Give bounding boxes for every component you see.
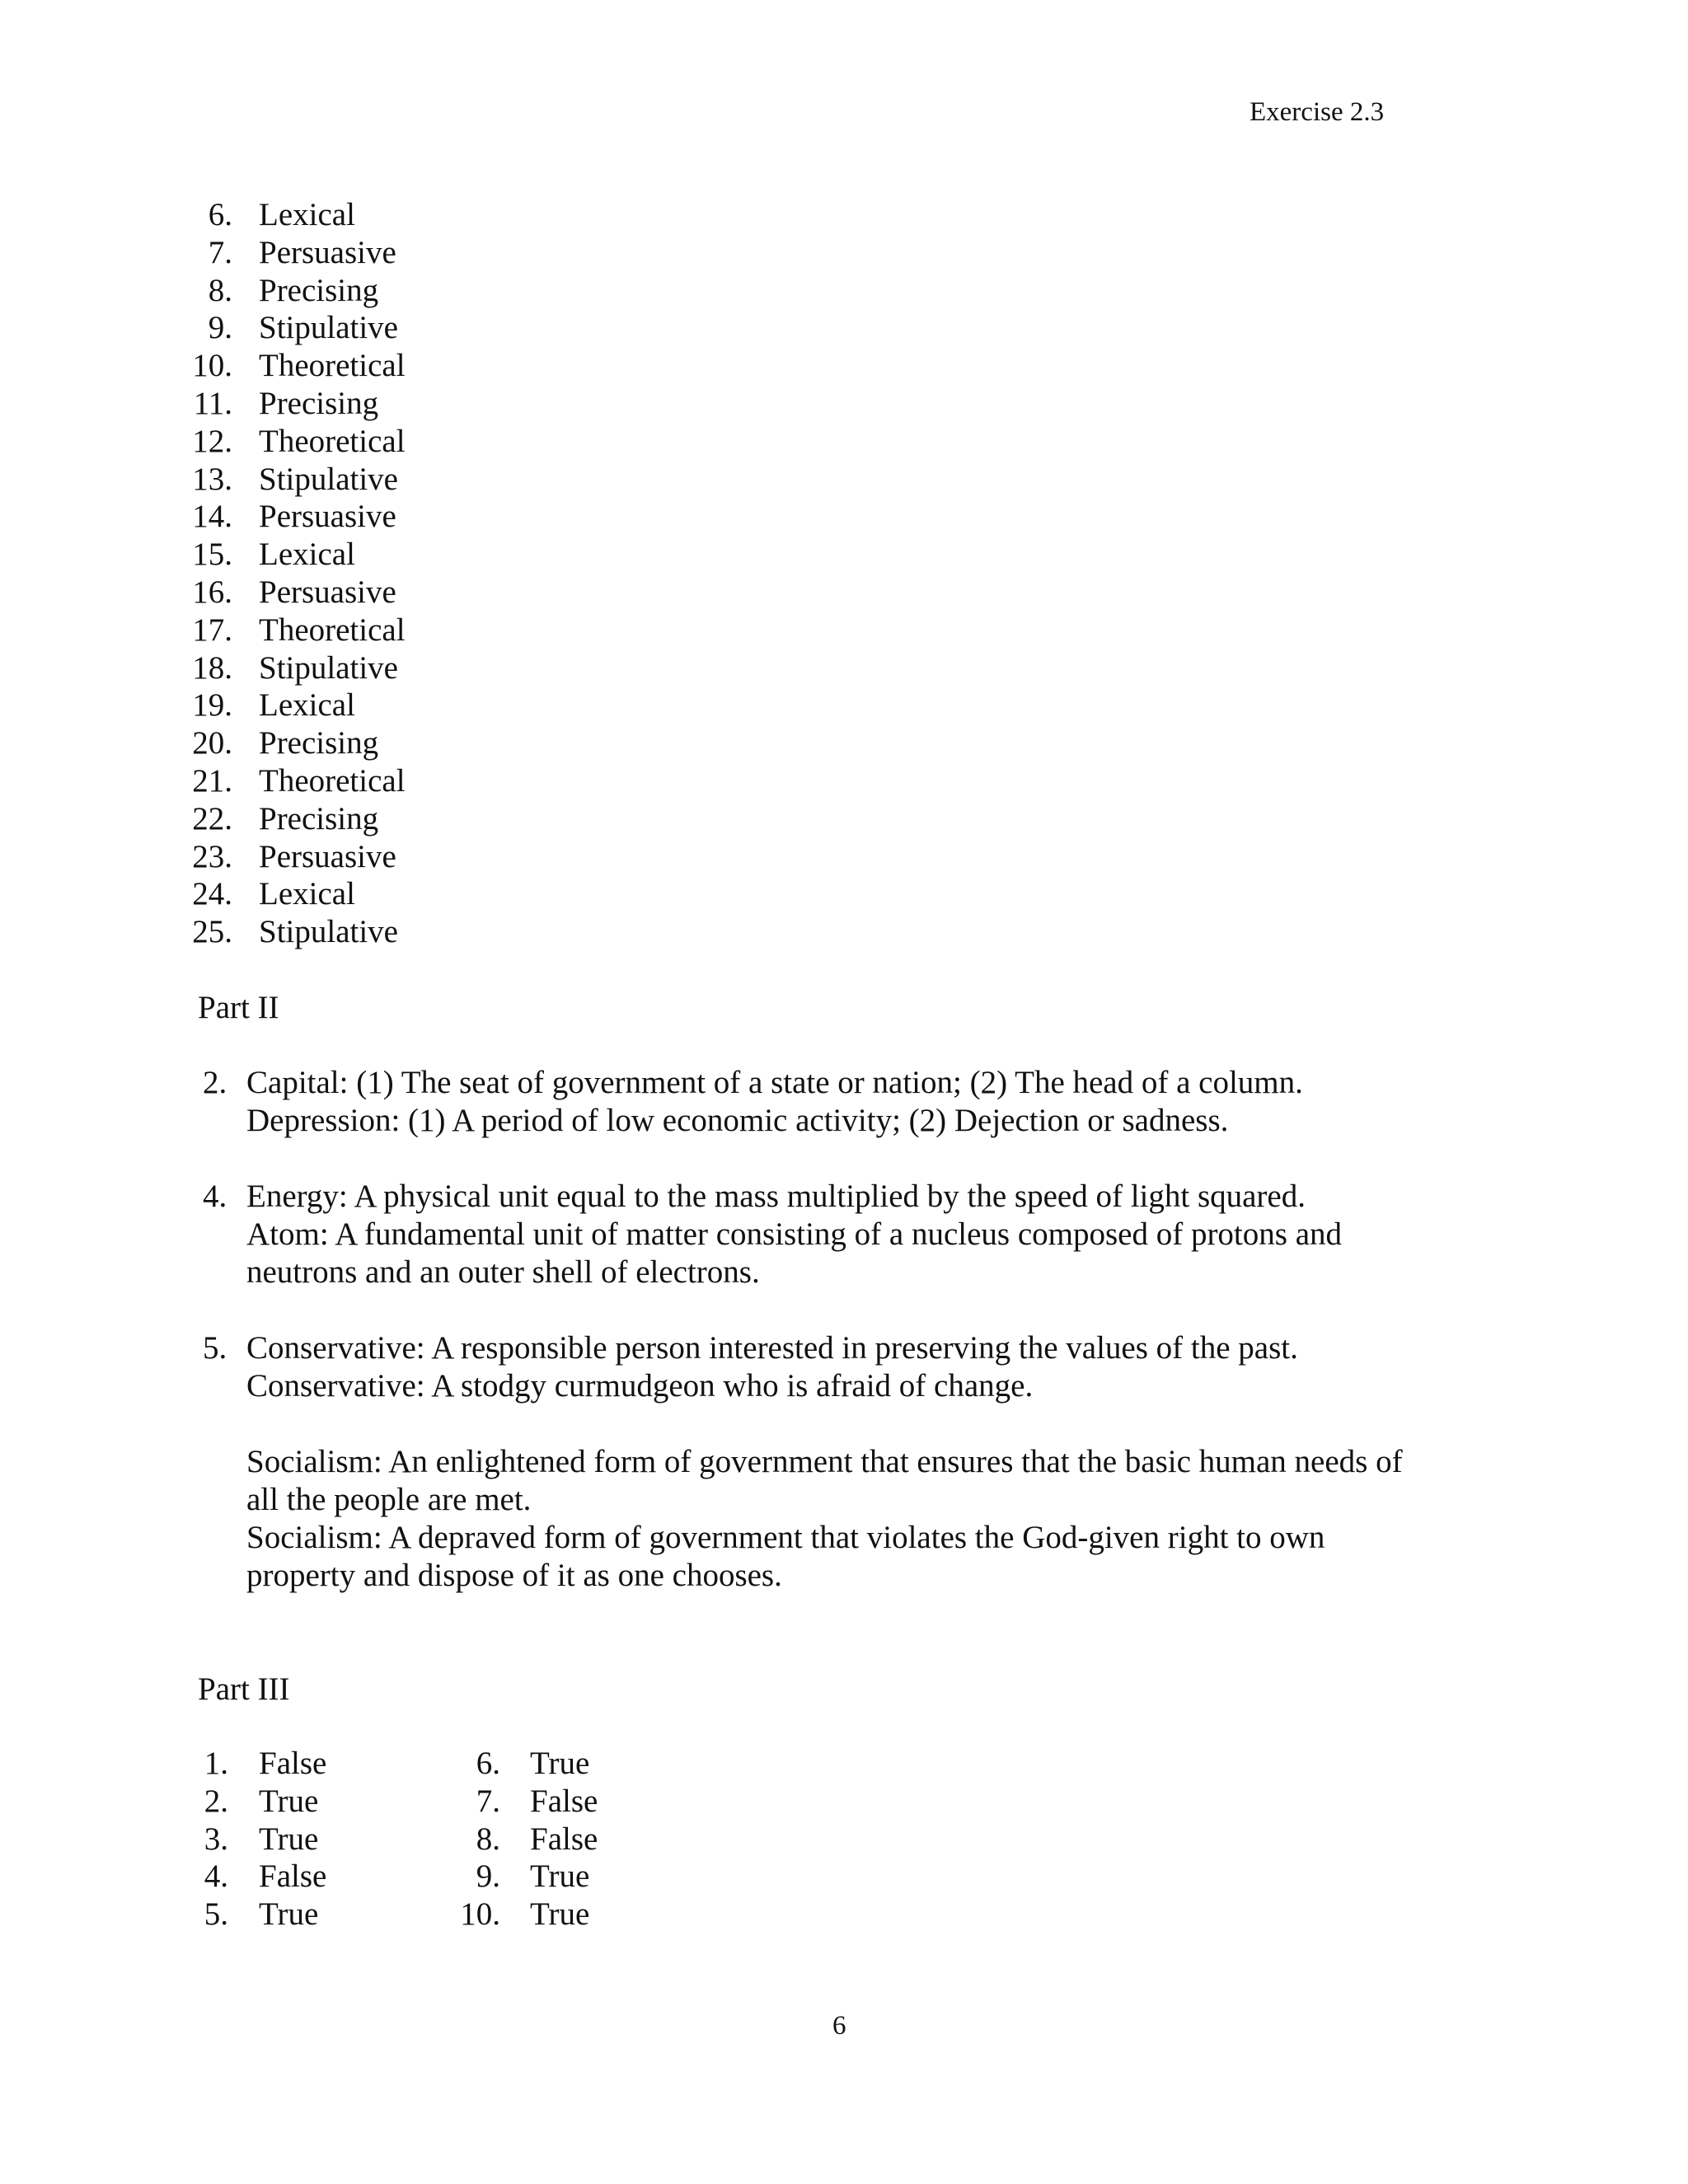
part3-col1-item-number: 5. — [204, 1896, 228, 1933]
part1-item-label: Lexical — [259, 687, 355, 724]
part2-title: Part II — [198, 990, 279, 1025]
part1-item-label: Persuasive — [259, 499, 396, 535]
part2-item2-line2: Depression: (1) A period of low economic activity; (2) Dejection or sadness. — [246, 1103, 1229, 1138]
part1-item-label: Theoretical — [259, 763, 406, 799]
part1-item-number: 13. — [192, 461, 232, 497]
part1-item-number: 19. — [192, 687, 232, 724]
part1-item-number: 18. — [192, 649, 232, 686]
part3-col2-item-number: 9. — [476, 1858, 500, 1895]
part2-item5-line4: all the people are met. — [246, 1482, 532, 1517]
part1-item-number: 16. — [192, 574, 232, 610]
part1-item-label: Precising — [259, 800, 379, 837]
part2-item5-line3: Socialism: An enlightened form of government that ensures that the basic human needs of — [246, 1444, 1403, 1479]
part3-col1-item-label: False — [259, 1746, 327, 1781]
part1-item-number: 8. — [208, 272, 232, 308]
part1-item-label: Precising — [259, 725, 379, 762]
part3-col2-item-label: False — [530, 1821, 598, 1857]
page-header: Exercise 2.3 — [1250, 97, 1385, 127]
part1-item-number: 10. — [192, 348, 232, 384]
part3-col2-item-label: True — [530, 1746, 590, 1781]
part1-item-label: Stipulative — [259, 649, 398, 686]
part3-col1-item-label: True — [259, 1783, 319, 1819]
part2-item5-line1: Conservative: A responsible person interested in preserving the values of the past. — [246, 1330, 1298, 1366]
part1-item-number: 25. — [192, 914, 232, 950]
part1-item-label: Lexical — [259, 197, 355, 232]
part1-item-label: Precising — [259, 272, 379, 308]
part1-item-label: Persuasive — [259, 234, 396, 270]
part3-col1-item-label: True — [259, 1896, 319, 1933]
part1-item-number: 12. — [192, 423, 232, 459]
part1-item-number: 14. — [192, 499, 232, 535]
part2-item2-number: 2. — [203, 1065, 227, 1100]
part1-item-label: Persuasive — [259, 574, 396, 610]
part1-item-label: Theoretical — [259, 348, 406, 384]
part1-item-number: 22. — [192, 800, 232, 837]
part2-item4-number: 4. — [203, 1179, 227, 1214]
part1-item-number: 20. — [192, 725, 232, 762]
part3-col2-item-number: 7. — [476, 1783, 500, 1819]
part2-item4-line2: Atom: A fundamental unit of matter consisting of a nucleus composed of protons and — [246, 1216, 1343, 1252]
part2-item5-line5: Socialism: A depraved form of government that violates the God-given right to own — [246, 1520, 1325, 1555]
part3-col2-item-number: 8. — [476, 1821, 500, 1857]
part1-item-label: Lexical — [259, 876, 355, 912]
part2-item5-number: 5. — [203, 1330, 227, 1366]
part2-item4-line1: Energy: A physical unit equal to the mass multiplied by the speed of light squared. — [246, 1179, 1306, 1214]
part3-col1-item-number: 1. — [204, 1746, 228, 1781]
page-number: 6 — [832, 2011, 846, 2041]
part2-item5-line6: property and dispose of it as one chooses. — [246, 1558, 782, 1593]
part3-col1-item-number: 4. — [204, 1858, 228, 1895]
part1-item-label: Stipulative — [259, 914, 398, 950]
part3-col1-item-label: False — [259, 1858, 327, 1895]
part3-col2-item-label: False — [530, 1783, 598, 1819]
part3-col2-item-label: True — [530, 1896, 590, 1933]
part1-item-label: Precising — [259, 386, 379, 421]
part1-item-number: 15. — [192, 537, 232, 573]
part1-item-label: Theoretical — [259, 423, 406, 459]
part1-item-number: 7. — [208, 234, 232, 270]
part2-item4-line3: neutrons and an outer shell of electrons. — [246, 1254, 760, 1290]
part3-col2-item-number: 6. — [476, 1746, 500, 1781]
part2-item5-line2: Conservative: A stodgy curmudgeon who is afraid of change. — [246, 1368, 1034, 1404]
part1-item-label: Persuasive — [259, 838, 396, 874]
part1-item-number: 24. — [192, 876, 232, 912]
part3-col1-item-label: True — [259, 1821, 319, 1857]
part1-item-label: Lexical — [259, 537, 355, 573]
part3-title: Part III — [198, 1671, 290, 1707]
part1-item-number: 11. — [193, 386, 232, 421]
part1-item-label: Theoretical — [259, 612, 406, 648]
part1-item-number: 6. — [208, 197, 232, 232]
part1-item-label: Stipulative — [259, 310, 398, 346]
part3-col1-item-number: 2. — [204, 1783, 228, 1819]
part1-item-number: 23. — [192, 838, 232, 874]
part1-item-number: 9. — [208, 310, 232, 346]
part3-col1-item-number: 3. — [204, 1821, 228, 1857]
part3-col2-item-label: True — [530, 1858, 590, 1895]
part1-item-label: Stipulative — [259, 461, 398, 497]
part2-item2-line1: Capital: (1) The seat of government of a state or nation; (2) The head of a column. — [246, 1065, 1303, 1100]
part1-item-number: 21. — [192, 763, 232, 799]
part1-item-number: 17. — [192, 612, 232, 648]
part3-col2-item-number: 10. — [460, 1896, 500, 1933]
